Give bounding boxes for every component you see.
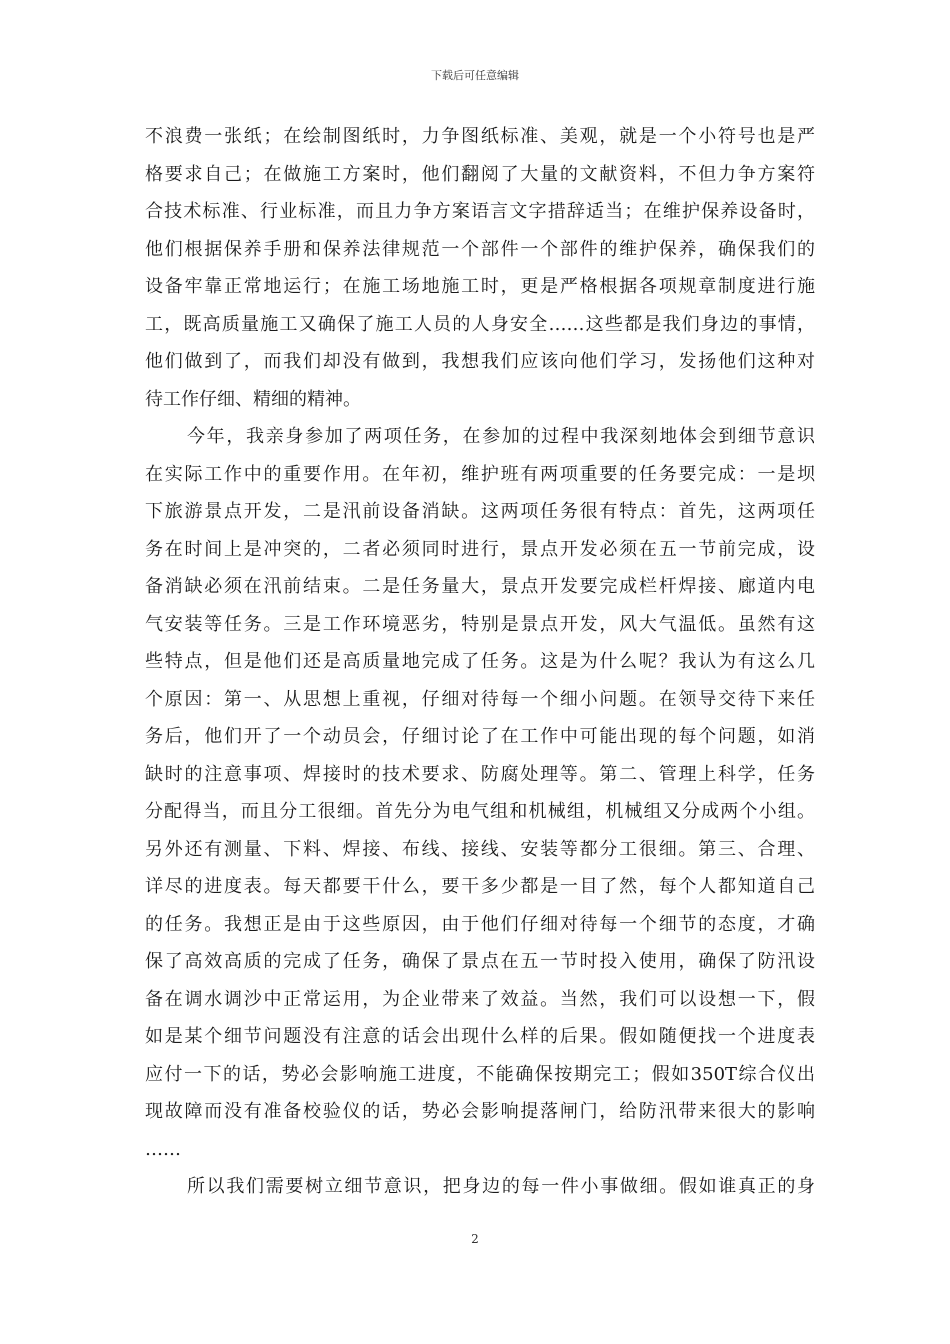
text-line: 现故障而没有准备校验仪的话，势必会影响提落闸门，给防汛带来很大的影响: [145, 1101, 815, 1122]
text-line: 务在时间上是冲突的，二者必须同时进行，景点开发必须在五一节前完成，设: [145, 538, 815, 560]
text-line: 分配得当，而且分工很细。首先分为电气组和机械组，机械组又分成两个小组。: [145, 801, 815, 822]
text-line: 合技术标准、行业标准，而且力争方案语言文字措辞适当；在维护保养设备时，: [145, 201, 815, 222]
text-line: 设备牢靠正常地运行；在施工场地施工时，更是严格根据各项规章制度进行施: [145, 276, 815, 297]
text-line: 工，既高质量施工又确保了施工人员的人身安全……这些都是我们身边的事情，: [145, 313, 815, 335]
text-line: 些特点，但是他们还是高质量地完成了任务。这是为什么呢？我认为有这么几: [145, 651, 815, 672]
paragraph-first-line: 今年，我亲身参加了两项任务，在参加的过程中我深刻地体会到细节意识: [187, 426, 815, 447]
text-line: 气安装等任务。三是工作环境恶劣，特别是景点开发，风大气温低。虽然有这: [145, 613, 815, 635]
text-line: 个原因：第一、从思想上重视，仔细对待每一个细小问题。在领导交待下来任: [145, 688, 815, 710]
text-line: 不浪费一张纸；在绘制图纸时，力争图纸标准、美观，就是一个小符号也是严: [145, 126, 815, 147]
document-body: [145, 118, 815, 1206]
text-line: 备消缺必须在汛前结束。二是任务量大，景点开发要完成栏杆焊接、廊道内电: [145, 576, 815, 597]
text-line: 如是某个细节问题没有注意的话会出现什么样的后果。假如随便找一个进度表: [145, 1026, 815, 1047]
text-line: 的任务。我想正是由于这些原因，由于他们仔细对待每一个细节的态度，才确: [145, 913, 815, 935]
text-line: 务后，他们开了一个动员会，仔细讨论了在工作中可能出现的每个问题，如消: [145, 726, 815, 747]
text-line: 下旅游景点开发，二是汛前设备消缺。这两项任务很有特点：首先，这两项任: [145, 501, 815, 522]
text-line: 格要求自己；在做施工方案时，他们翻阅了大量的文献资料，不但力争方案符: [145, 163, 815, 185]
text-line: ……: [145, 1138, 181, 1160]
text-line: 他们做到了，而我们却没有做到，我想我们应该向他们学习，发扬他们这种对: [145, 351, 815, 372]
page-header: 下载后可任意编辑: [431, 69, 519, 82]
paragraph-first-line: 所以我们需要树立细节意识，把身边的每一件小事做细。假如谁真正的身: [187, 1176, 815, 1197]
page-number: 2: [471, 1232, 479, 1246]
text-line: 缺时的注意事项、焊接时的技术要求、防腐处理等。第二、管理上科学，任务: [145, 763, 815, 785]
text-line: 待工作仔细、精细的精神。: [145, 388, 361, 410]
text-line: 在实际工作中的重要作用。在年初，维护班有两项重要的任务要完成：一是坝: [145, 463, 815, 485]
text-line: 详尽的进度表。每天都要干什么，要干多少都是一目了然，每个人都知道自己: [145, 876, 815, 897]
text-line: 备在调水调沙中正常运用，为企业带来了效益。当然，我们可以设想一下，假: [145, 988, 815, 1010]
text-line: 保了高效高质的完成了任务，确保了景点在五一节时投入使用，确保了防汛设: [145, 951, 815, 972]
text-line: 应付一下的话，势必会影响施工进度，不能确保按期完工；假如350T综合仪出: [145, 1063, 815, 1085]
text-line: 另外还有测量、下料、焊接、布线、接线、安装等都分工很细。第三、合理、: [145, 838, 815, 860]
text-line: 他们根据保养手册和保养法律规范一个部件一个部件的维护保养，确保我们的: [145, 238, 815, 260]
